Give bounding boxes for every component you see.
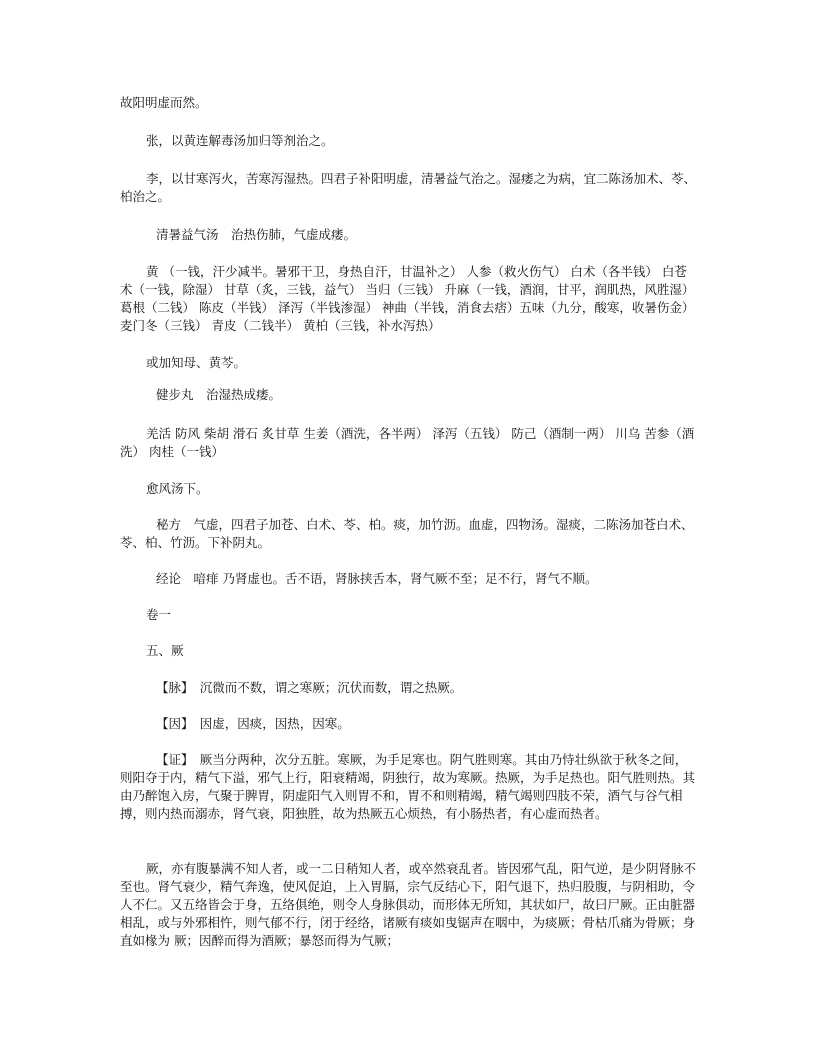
paragraph-6: 或加知母、黄芩。 xyxy=(146,355,247,370)
paragraph-1: 故阳明虚而然。 xyxy=(120,95,208,110)
paragraph-10-secret-formula: 秘方 气虚，四君子加苍、白术、苓、柏。痰，加竹沥。血虚，四物汤。湿痰，二陈汤加苍白术、苓、柏、竹沥。下补阴丸。 xyxy=(120,517,694,550)
paragraph-pulse: 【脉】 沉微而不数，谓之寒厥；沉伏而数，谓之热厥。 xyxy=(156,680,463,695)
paragraph-8-ingredients: 羌活 防风 柴胡 滑石 炙甘草 生姜（酒洗，各半两） 泽泻（五钱） 防己（酒制一两） 川乌 苦参（酒洗） 肉桂（一钱） xyxy=(120,426,695,459)
paragraph-7-formula-title: 健步丸 治湿热成痿。 xyxy=(156,387,282,402)
paragraph-cause: 【因】 因虚，因痰，因热，因寒。 xyxy=(156,716,350,731)
paragraph-9: 愈风汤下。 xyxy=(146,481,209,496)
paragraph-2: 张，以黄连解毒汤加归等剂治之。 xyxy=(146,133,334,148)
paragraph-11-classic-theory: 经论 喑痱 乃肾虚也。舌不语，肾脉挟舌本，肾气厥不至；足不行，肾气不顺。 xyxy=(156,571,598,586)
volume-heading: 卷一 xyxy=(146,607,172,622)
paragraph-symptoms: 【证】 厥当分两种，次分五脏。寒厥，为手足寒也。阴气胜则寒。其由乃恃壮纵欲于秋冬之间，则阳夺于内，精气下溢，邪气上行，阳衰精竭，阴独行，故为寒厥。热厥，为手足热也。阳气胜则热。其由乃醉饱入房，气聚于脾胃，阴虚阳气入则胃不和，胃不和则精竭，精气竭则四肢不荣，酒气与谷气相搏，则内热而溺赤，肾气衰，阳独胜，故为热厥五心烦热，有小肠热者，有心虚而热者。 xyxy=(120,752,696,821)
paragraph-jue-types: 厥，亦有腹暴满不知人者，或一二日稍知人者，或卒然衰乱者。皆因邪气乱，阳气逆，是少阴肾脉不至也。肾气衰少，精气奔逸，使风促迫，上入胃膈，宗气反结心下，阳气退下，热归股腹，与阴相助，令人不仁。又五络皆会于身，五络俱绝，则令人身脉俱动，而形体无所知，其状如尸，故曰尸厥。正由脏器相乱，或与外邪相忤，则气郁不行，闭于经络，诸厥有痰如曳锯声在咽中，为痰厥；骨枯爪痛为骨厥；身直如椽为 厥；因醉而得为酒厥；暴怒而得为气厥； xyxy=(120,861,697,948)
section-heading: 五、厥 xyxy=(146,643,184,658)
paragraph-5-ingredients: 黄 （一钱，汗少减半。暑邪干卫，身热自汗，甘温补之） 人参（救火伤气） 白术（各半钱） 白苍术（一钱，除湿） 甘草（炙，三钱，益气） 当归（三钱） 升麻（一钱，酒润，甘平，润肌热，风胜湿） 葛根（二钱） 陈皮（半钱） 泽泻（半钱渗湿） 神曲（半钱，消食去痞）五味（九分，酸寒，收暑伤金） 麦门冬（三钱） 青皮（二钱半） 黄柏（三钱，补水泻热） xyxy=(120,264,695,333)
paragraph-3: 李，以甘寒泻火，苦寒泻湿热。四君子补阳明虚，清暑益气治之。湿痿之为病，宜二陈汤加术、苓、柏治之。 xyxy=(120,171,697,204)
paragraph-4-formula-title: 清暑益气汤 治热伤肺，气虚成痿。 xyxy=(156,227,357,242)
